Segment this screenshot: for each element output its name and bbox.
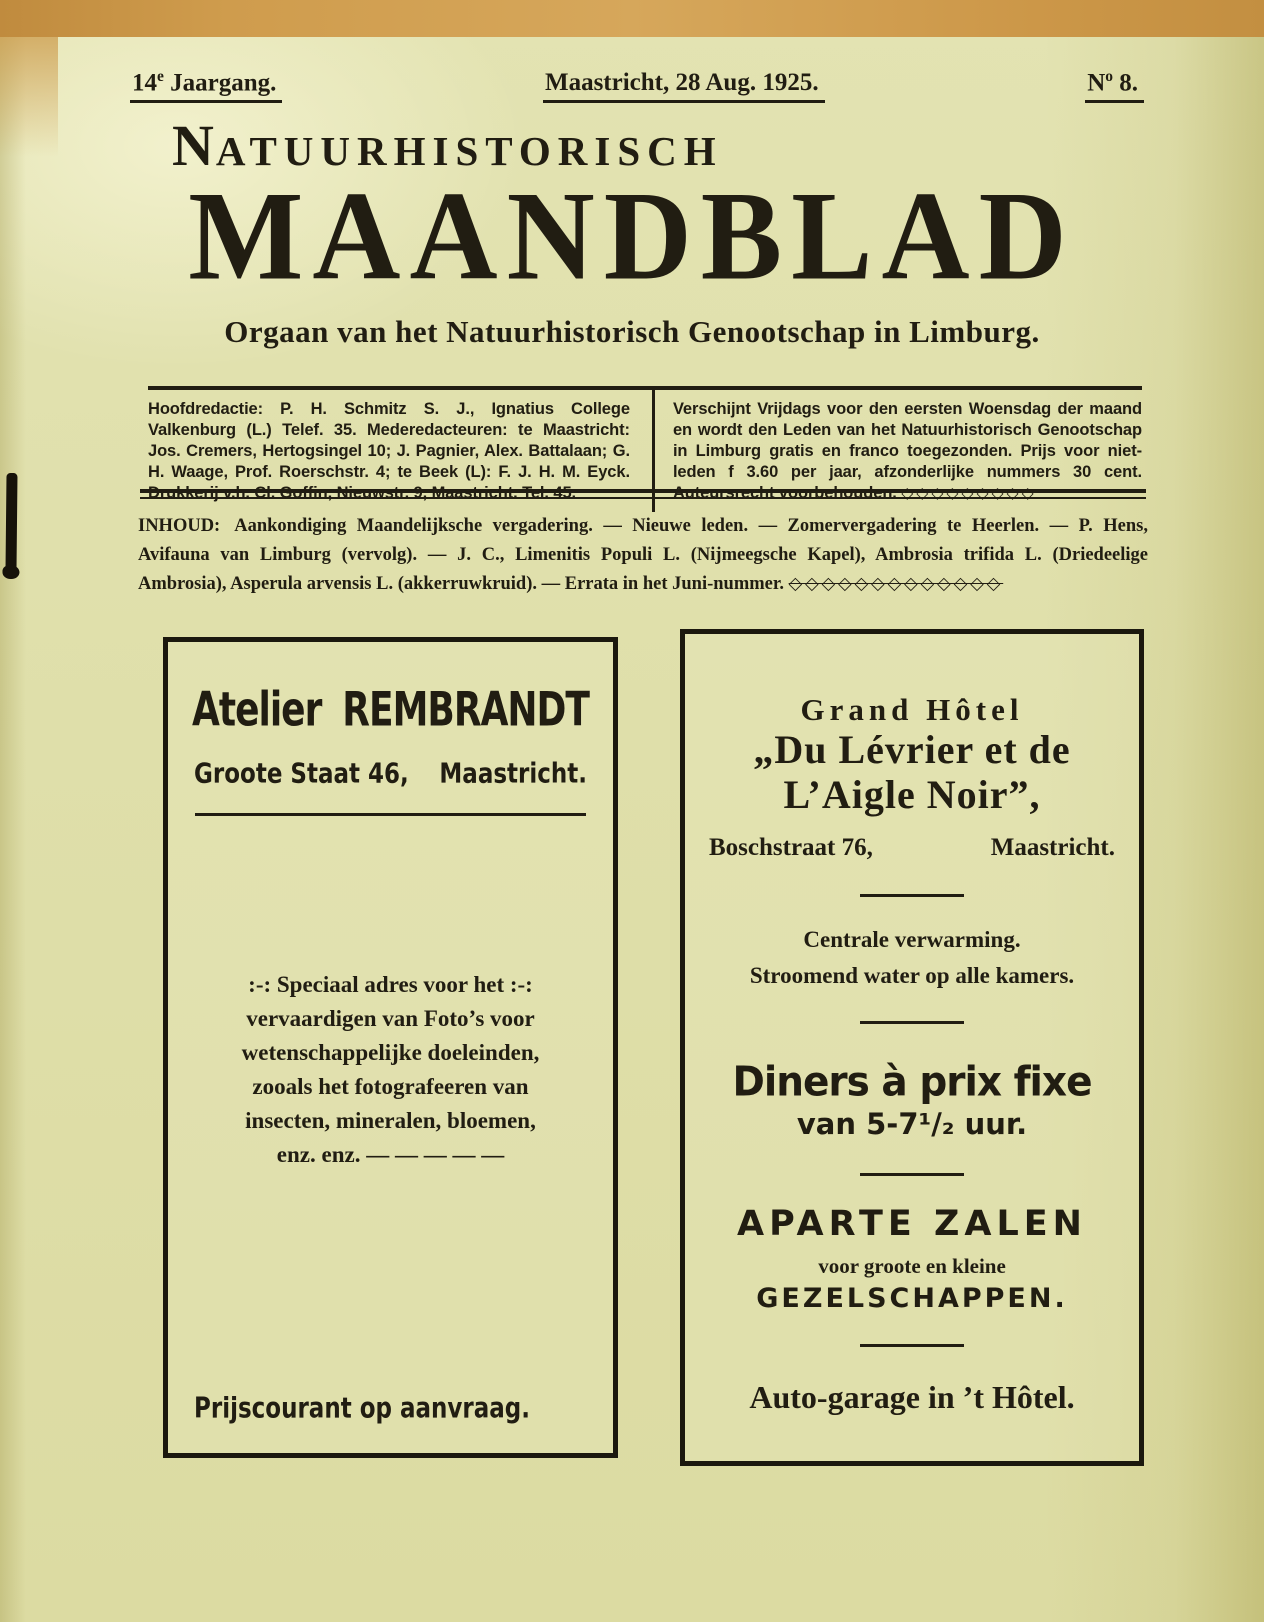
hotel-address-row [709,834,1115,862]
diamond-ornament: ◇◇◇◇◇◇◇◇◇◇◇◇◇ [788,574,1004,595]
atelier-body-text [168,968,613,1172]
magazine-title: MAANDBLAD [188,166,1076,307]
issue-n: N [1087,69,1106,97]
atelier-title [192,683,589,737]
rule [195,813,587,816]
hotel-city: Maastricht. [990,833,1115,861]
atelier-city: Maastricht. [439,758,587,790]
hotel-name-line1: Grand Hôtel [800,692,1024,727]
hotel-diners-line1: Diners à prix fixe [732,1058,1092,1106]
atelier-body-line: :-: Speciaal adres voor het :-: [248,972,533,997]
issue-date: Maastricht, 28 Aug. 1925. [543,69,825,103]
atelier-body-line: zooals het fotografeeren van [252,1074,529,1099]
issue-o-sup: o [1105,68,1113,85]
hotel-zalen-line2: voor groote en kleine [818,1253,1006,1278]
ink-mark [5,473,17,571]
contents-block [138,512,1148,599]
volume-word: Jaargang. [163,69,277,97]
double-rule [140,489,1146,499]
hotel-diners-line2: van 5-7¹/₂ uur. [796,1106,1028,1141]
atelier-street: Groote Staat 46, [194,758,409,790]
volume-number: 14 [132,69,157,97]
contents-text: Aankondiging Maandelijksche vergadering. — Nieuwe leden. — Zomervergadering te Heerlen. — P. Hens, Avifauna van Limburg (vervolg). — J. C., Limenitis Populi L. (Nijmeegsche Kapel), Ambrosia trifida L. (Driedeelige Ambrosia), Asperula arvensis L. (akkerruwkruid). — Errata in het Juni-nummer. [138,516,1148,595]
atelier-body-line: wetenschappelijke doeleinden, [241,1040,540,1065]
contents-label: INHOUD: [138,516,221,536]
rule [860,894,964,897]
hotel-zalen-line1: APARTE ZALEN [737,1203,1087,1244]
ad-grand-hotel [680,629,1144,1466]
atelier-address-row [194,758,587,789]
scan-corner-shading [0,37,58,157]
issue-header [130,68,1144,103]
diamond-ornament: ◇◇◇◇◇◇◇◇◇ [901,482,1037,502]
atelier-body-line: insecten, mineralen, bloemen, [245,1108,536,1133]
editorial-left-column: Hoofdredactie: P. H. Schmitz S. J., Ignatius College Valkenburg (L.) Telef. 35. Mederedacteuren: te Maastricht: Jos. Cremers, Hertogsingel 10; J. Pagnier, Alex. Battalaan; G. H. Waage, Prof. Roerschstr. 4; te Beek (L): F. J. H. M. Eyck. Drukkerij v.h. Cl. Goffin, Nieuwstr. 9, Maastricht. Tel. 45. [148,390,655,512]
atelier-title-word2: REMBRANDT [342,683,589,738]
magazine-subtitle: Orgaan van het Natuurhistorisch Genootschap in Limburg. [224,314,1040,349]
kicker-rest: ATUURHISTORISCH [215,128,723,174]
volume-suffix: e [157,68,164,85]
atelier-body-line: enz. enz. — — — — — [276,1142,505,1167]
hotel-zalen-line3: GEZELSCHAPPEN. [756,1282,1068,1314]
editorial-right-text: Verschijnt Vrijdags voor den eersten Woensdag der maand en wordt den Leden van het Natuurhistorisch Genootschap in Limburg gratis en franco toegezonden. Prijs voor niet-leden f 3.60 per jaar, afzonderlijke nummers 30 cent. Auteursrecht voorbehouden. [672,400,1142,502]
hotel-feature-water: Stroomend water op alle kamers. [749,962,1075,988]
kicker-initial: N [172,113,216,178]
scan-mat-border-top [0,0,1264,37]
hotel-name-line2: „Du Lévrier et de [753,727,1071,772]
atelier-title-word1: Atelier [192,683,322,738]
hotel-street: Boschstraat 76, [709,833,873,861]
atelier-footer: Prijscourant op aanvraag. [194,1392,530,1425]
rule [860,1021,964,1024]
ad-atelier-rembrandt [163,637,618,1458]
issue-number [1085,68,1144,103]
volume-label [130,68,282,103]
issue-digits: 8. [1113,69,1138,97]
hotel-feature-heating: Centrale verwarming. [803,926,1021,952]
hotel-name-line3: L’Aigle Noir”, [783,771,1041,817]
rule [860,1173,964,1176]
hotel-garage-line: Auto-garage in ’t Hôtel. [749,1378,1075,1415]
rule [860,1344,964,1347]
atelier-body-line: vervaardigen van Foto’s voor [246,1006,535,1031]
